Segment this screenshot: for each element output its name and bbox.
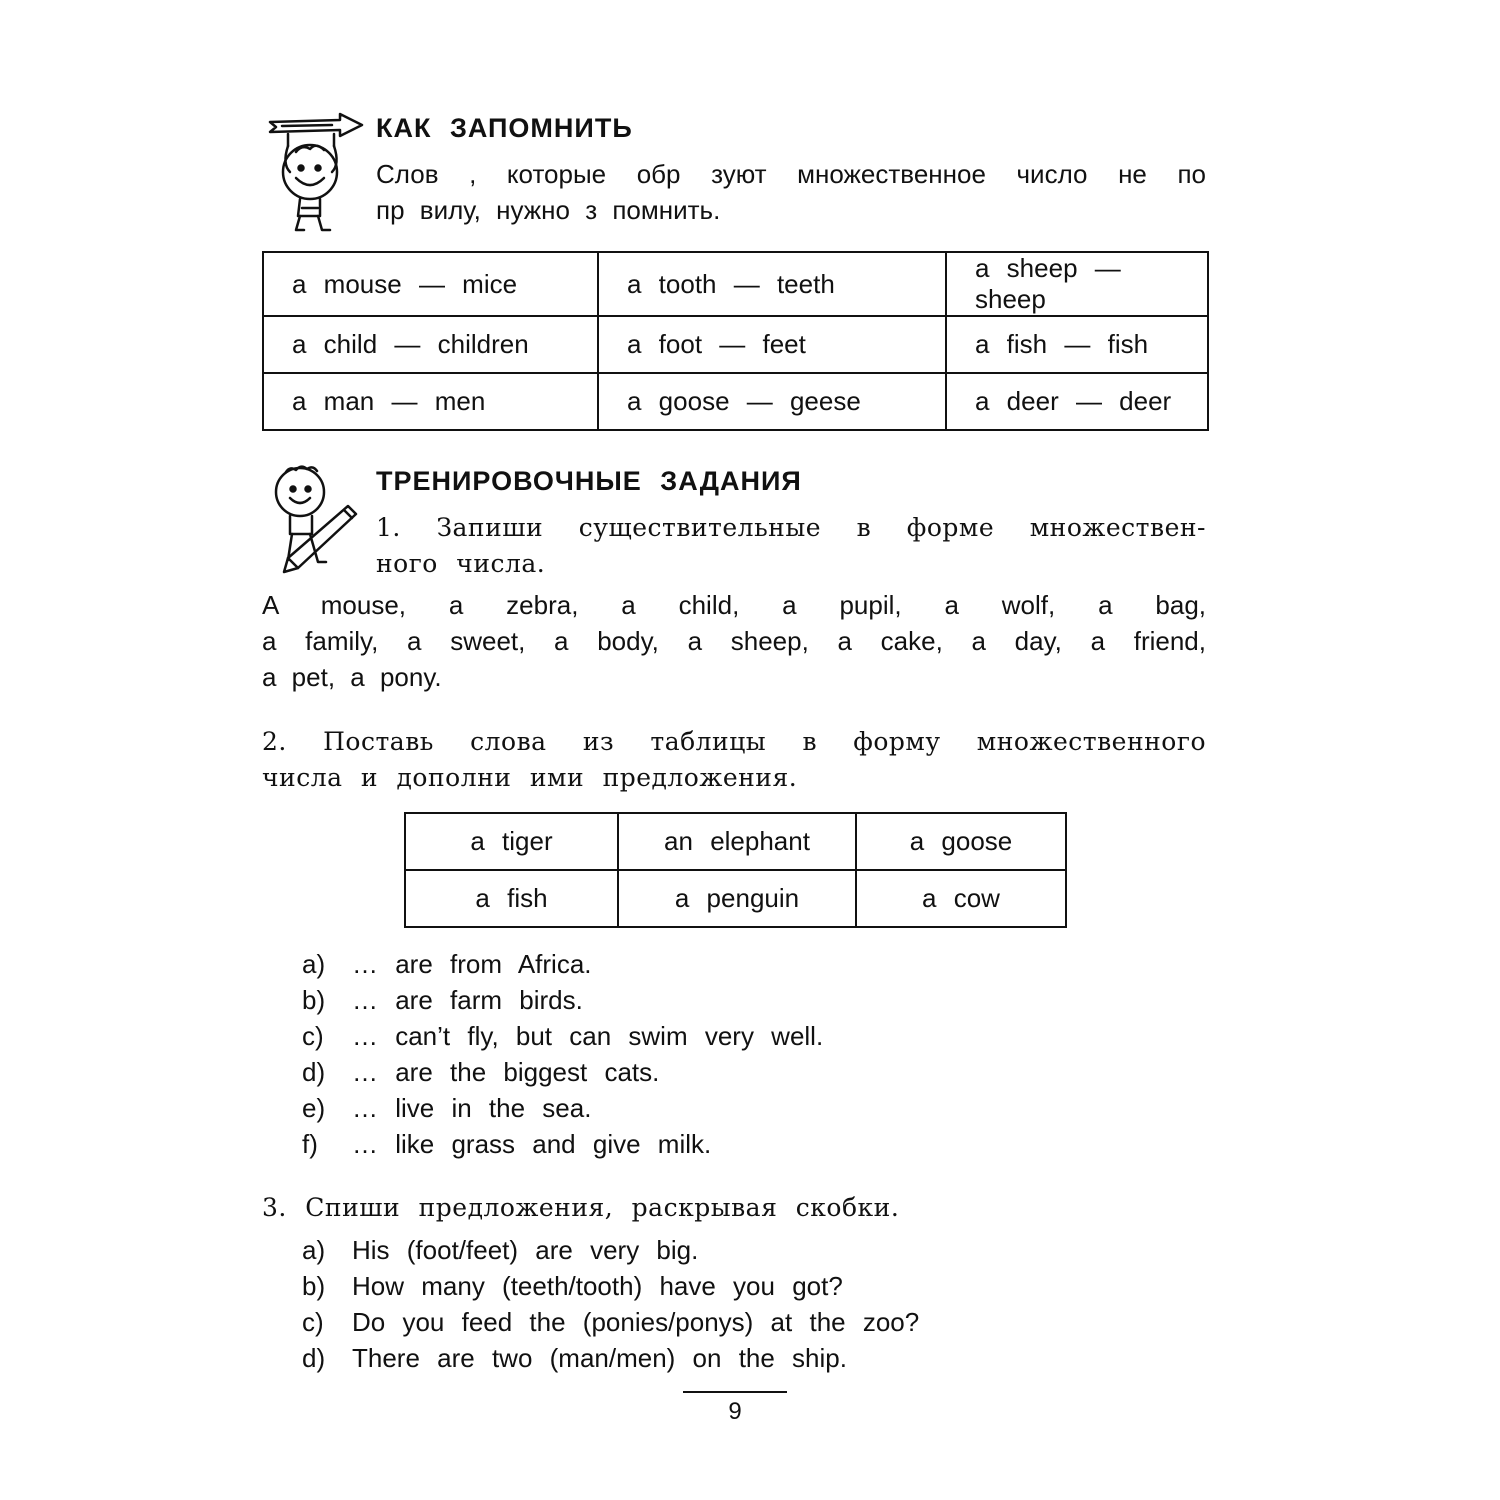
task1-words-line-1: A mouse, a zebra, a child, a pupil, a wolf, a bag, — [262, 590, 1206, 620]
task1-title-line-1: 1. Запиши существительные в форме множествен- — [376, 513, 1206, 542]
table-cell: a goose — [856, 813, 1066, 870]
table-row — [405, 870, 1066, 927]
task1-title-line-2: ного числа. — [376, 549, 546, 578]
task2-sentences — [302, 946, 823, 1162]
table-cell: a mouse — mice — [263, 252, 598, 316]
table-cell: a sheep — sheep — [946, 252, 1208, 316]
list-item: b) … are farm birds. — [302, 985, 583, 1015]
training-heading: ТРЕНИРОВОЧНЫЕ ЗАДАНИЯ — [376, 466, 802, 496]
remember-line-1: Слов , которые обр зуют множественное число не по — [376, 159, 1206, 189]
boy-with-pencil-icon — [268, 464, 360, 576]
task2-title-line-1: 2. Поставь слова из таблицы в форму множественного — [262, 727, 1206, 756]
table-cell: a goose — geese — [598, 373, 946, 430]
table-cell: an elephant — [618, 813, 856, 870]
task3-title: 3. Спиши предложения, раскрывая скобки. — [262, 1193, 900, 1222]
page-number-rule — [683, 1391, 787, 1393]
table-cell: a penguin — [618, 870, 856, 927]
irregular-plurals-table — [262, 251, 1209, 431]
table-row — [263, 316, 1208, 373]
table-row — [405, 813, 1066, 870]
table-cell: a foot — feet — [598, 316, 946, 373]
list-item: d) … are the biggest cats. — [302, 1057, 660, 1087]
table-cell: a child — children — [263, 316, 598, 373]
list-item: f) … like grass and give milk. — [302, 1129, 712, 1159]
task2-title-line-2: числа и дополни ими предложения. — [262, 763, 798, 792]
task1-words-line-2: a family, a sweet, a body, a sheep, a cake, a day, a friend, — [262, 626, 1206, 656]
table-row — [263, 252, 1208, 316]
table-cell: a tooth — teeth — [598, 252, 946, 316]
remember-line-2: пр вилу, нужно з помнить. — [376, 195, 721, 225]
table-cell: a man — men — [263, 373, 598, 430]
remember-heading: КАК ЗАПОМНИТЬ — [376, 113, 633, 143]
table-cell: a deer — deer — [946, 373, 1208, 430]
list-item: a) His (foot/feet) are very big. — [302, 1235, 699, 1265]
list-item: d) There are two (man/men) on the ship. — [302, 1343, 847, 1373]
page-number: 9 — [728, 1398, 742, 1425]
list-item: c) … can’t fly, but can swim very well. — [302, 1021, 824, 1051]
table-cell: a fish — fish — [946, 316, 1208, 373]
boy-with-arrow-icon — [262, 112, 366, 237]
list-item: c) Do you feed the (ponies/ponys) at the zoo? — [302, 1307, 920, 1337]
task3-sentences — [302, 1232, 919, 1376]
table-cell: a tiger — [405, 813, 618, 870]
task1-words-line-3: a pet, a pony. — [262, 662, 442, 692]
table-cell: a fish — [405, 870, 618, 927]
animals-table — [404, 812, 1067, 928]
table-row — [263, 373, 1208, 430]
list-item: e) … live in the sea. — [302, 1093, 592, 1123]
list-item: b) How many (teeth/tooth) have you got? — [302, 1271, 843, 1301]
table-cell: a cow — [856, 870, 1066, 927]
list-item: a) … are from Africa. — [302, 949, 592, 979]
